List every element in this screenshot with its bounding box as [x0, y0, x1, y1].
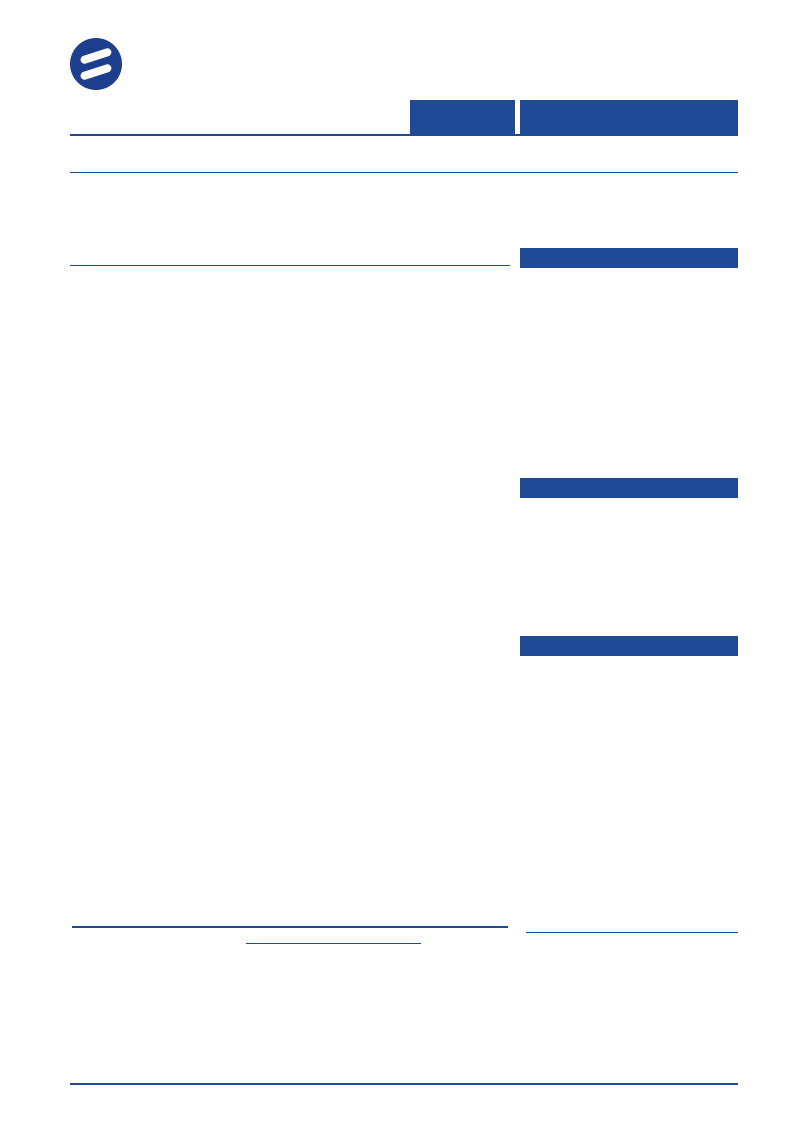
fin-col-eps: [246, 927, 333, 943]
fin-col-rating: [421, 927, 508, 943]
hist-section-header: [520, 248, 738, 268]
related-section-header: [520, 636, 738, 656]
summary-header: [70, 240, 510, 266]
industry-section-header: [520, 478, 738, 498]
return-chart: [520, 270, 738, 390]
analyst-contact: [532, 968, 560, 981]
header-divider: [70, 134, 738, 136]
company-logo: [70, 38, 122, 90]
fin-col-pe: [334, 927, 421, 943]
subheader-divider: [70, 172, 738, 173]
publish-date: [520, 100, 738, 134]
fin-col-price: [159, 927, 246, 943]
footer-divider: [70, 1083, 738, 1085]
sector-label: [410, 100, 515, 134]
return-chart-svg: [520, 270, 738, 390]
previous-rating: [600, 177, 615, 191]
fin-table: [72, 926, 508, 943]
fin-col-company: [72, 927, 159, 943]
analyst-name: [526, 930, 738, 933]
